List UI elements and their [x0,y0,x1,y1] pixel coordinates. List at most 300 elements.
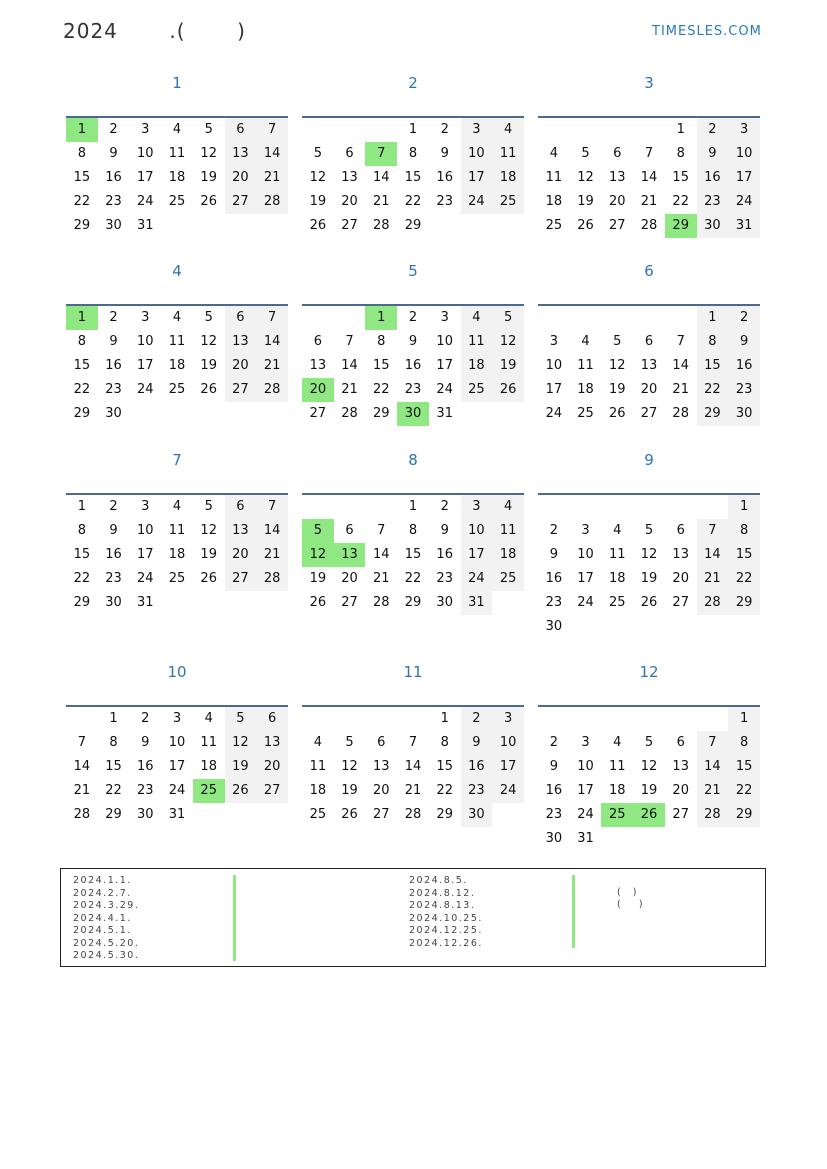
month-11 [302,659,524,822]
day-cell: 17 [436,358,453,373]
day-cell: 29 [728,591,760,615]
day-cell: 21 [341,382,358,397]
month-grid [302,304,524,426]
day-cell: 9 [440,523,449,538]
day-cell: 2 [549,523,558,538]
day-cell: 12 [492,330,524,354]
day-cell: 13 [256,731,288,755]
day-cell: 30 [105,218,122,233]
holiday-day-cell: 20 [302,378,334,402]
day-cell: 2 [408,310,418,325]
day-cell: 19 [609,382,626,397]
day-cell: 4 [492,118,524,142]
day-cell: 8 [408,523,418,538]
empty-cell [601,306,633,330]
day-cell: 4 [581,334,590,349]
day-cell: 3 [440,310,449,325]
month-title: 3 [644,74,654,92]
day-cell: 28 [697,591,729,615]
day-cell: 26 [309,218,327,233]
day-cell: 15 [436,759,453,774]
day-cell: 24 [577,807,594,822]
day-cell: 6 [225,306,257,330]
day-cell: 18 [168,547,186,562]
day-cell: 19 [577,194,594,209]
day-cell: 19 [200,170,217,185]
day-cell: 13 [225,330,257,354]
day-cell: 6 [225,495,257,519]
month-8 [302,447,524,610]
day-cell: 11 [492,519,524,543]
day-cell: 24 [577,595,594,610]
holiday-date: 2024.4.1. [73,912,132,924]
empty-cell [570,495,602,519]
day-cell: 23 [461,779,493,803]
day-cell: 10 [436,334,453,349]
month-grid [302,116,524,238]
day-cell: 31 [168,807,186,822]
day-cell: 20 [225,354,257,378]
day-cell: 25 [577,406,594,421]
day-cell: 14 [256,519,288,543]
day-cell: 2 [109,122,118,137]
day-cell: 8 [728,731,760,755]
day-cell: 2 [461,707,493,731]
day-cell: 22 [728,567,760,591]
day-cell: 9 [109,146,118,161]
day-cell: 1 [728,707,760,731]
day-cell: 9 [549,759,558,774]
day-cell: 26 [640,595,658,610]
day-cell: 14 [256,330,288,354]
day-cell: 25 [492,567,524,591]
day-cell: 10 [461,142,493,166]
day-cell: 20 [373,783,390,798]
holiday-day-cell: 26 [633,803,665,827]
day-cell: 3 [581,523,590,538]
holiday-day-cell: 1 [66,306,98,330]
day-cell: 6 [313,334,322,349]
month-grid [538,304,760,426]
holiday-date: 2024.5.30. [73,950,140,961]
day-cell: 22 [404,571,422,586]
day-cell: 19 [640,783,658,798]
day-cell: 4 [172,310,182,325]
month-grid [66,705,288,827]
day-cell: 22 [672,194,689,209]
day-cell: 11 [577,358,594,373]
day-cell: 2 [549,735,558,750]
day-cell: 23 [105,571,122,586]
day-cell: 25 [461,378,493,402]
day-cell: 9 [461,731,493,755]
day-cell: 14 [697,543,729,567]
day-cell: 18 [309,783,327,798]
holiday-day-cell: 30 [397,402,429,426]
day-cell: 10 [137,523,154,538]
month-6 [538,258,760,421]
day-cell: 2 [728,306,760,330]
empty-cell [334,306,366,330]
empty-cell [570,118,602,142]
day-cell: 24 [436,382,453,397]
day-cell: 24 [137,382,154,397]
day-cell: 31 [728,214,760,238]
day-cell: 25 [545,218,563,233]
day-cell: 30 [137,807,154,822]
day-cell: 1 [408,499,418,514]
day-cell: 5 [345,735,354,750]
month-7 [66,447,288,610]
day-cell: 22 [436,783,453,798]
day-cell: 31 [436,406,453,421]
day-cell: 21 [256,543,288,567]
month-title: 6 [644,262,654,280]
day-cell: 26 [577,218,594,233]
day-cell: 9 [141,735,150,750]
empty-cell [538,495,570,519]
holiday-date: 2024.2.7. [73,887,132,899]
month-5 [302,258,524,421]
day-cell: 13 [341,170,358,185]
day-cell: 12 [200,523,217,538]
month-grid [66,116,288,238]
holiday-day-cell: 29 [665,214,697,238]
day-cell: 16 [404,358,422,373]
holiday-day-cell: 5 [302,519,334,543]
empty-cell [334,495,366,519]
day-cell: 21 [256,354,288,378]
holiday-date: 2024.1.1. [73,875,132,886]
day-cell: 17 [137,170,154,185]
day-cell: 14 [697,755,729,779]
day-cell: 3 [461,118,493,142]
day-cell: 5 [313,146,322,161]
holiday-list-left [73,875,139,963]
day-cell: 6 [345,146,354,161]
day-cell: 30 [105,406,122,421]
day-cell: 17 [492,755,524,779]
day-cell: 10 [545,358,563,373]
day-cell: 6 [225,118,257,142]
day-cell: 3 [461,495,493,519]
day-cell: 24 [137,571,154,586]
day-cell: 29 [436,807,453,822]
day-cell: 9 [549,547,558,562]
day-cell: 15 [73,547,91,562]
month-title: 5 [408,262,418,280]
holiday-list-right [409,875,483,950]
day-cell: 10 [728,142,760,166]
day-cell: 21 [697,779,729,803]
month-grid [538,116,760,238]
day-cell: 7 [697,731,729,755]
month-title: 4 [172,262,182,280]
day-cell: 27 [672,807,689,822]
empty-cell [365,118,397,142]
day-cell: 2 [440,122,449,137]
day-cell: 23 [105,382,122,397]
empty-cell [538,707,570,731]
day-cell: 14 [672,358,689,373]
holiday-date: 2024.3.29. [73,900,140,911]
day-cell: 17 [137,547,154,562]
day-cell: 19 [341,783,358,798]
month-12 [538,659,760,846]
day-cell: 22 [728,779,760,803]
day-cell: 8 [77,523,86,538]
day-cell: 30 [728,402,760,426]
day-cell: 3 [492,707,524,731]
empty-cell [633,118,665,142]
day-cell: 13 [225,519,257,543]
empty-cell [570,306,602,330]
day-cell: 28 [341,406,358,421]
holiday-day-cell: 13 [334,543,366,567]
day-cell: 11 [168,334,186,349]
day-cell: 29 [404,595,422,610]
day-cell: 24 [137,194,154,209]
day-cell: 23 [545,595,563,610]
day-cell: 15 [728,755,760,779]
day-cell: 9 [408,334,418,349]
day-cell: 4 [613,523,622,538]
day-cell: 4 [172,122,182,137]
day-cell: 23 [697,190,729,214]
month-grid [538,493,760,639]
month-grid [538,705,760,851]
day-cell: 11 [545,170,563,185]
day-cell: 22 [73,382,91,397]
day-cell: 26 [341,807,358,822]
empty-cell [302,707,334,731]
day-cell: 5 [644,523,654,538]
holiday-day-cell: 25 [601,803,633,827]
month-grid [66,493,288,615]
day-cell: 7 [256,118,288,142]
day-cell: 15 [105,759,122,774]
day-cell: 28 [73,807,91,822]
day-cell: 4 [461,306,493,330]
day-cell: 14 [256,142,288,166]
day-cell: 1 [109,711,118,726]
day-cell: 22 [73,571,91,586]
empty-cell [633,306,665,330]
day-cell: 15 [73,170,91,185]
month-grid [66,304,288,426]
day-cell: 9 [728,330,760,354]
day-cell: 15 [728,543,760,567]
day-cell: 2 [109,499,118,514]
day-cell: 18 [492,543,524,567]
day-cell: 29 [73,218,91,233]
day-cell: 15 [404,170,422,185]
day-cell: 5 [204,310,213,325]
day-cell: 16 [105,547,122,562]
day-cell: 16 [697,166,729,190]
day-cell: 28 [672,406,689,421]
day-cell: 10 [137,146,154,161]
day-cell: 24 [545,406,563,421]
empty-cell [601,707,633,731]
day-cell: 16 [105,170,122,185]
day-cell: 28 [404,807,422,822]
day-cell: 29 [404,218,422,233]
day-cell: 13 [672,547,689,562]
day-cell: 3 [549,334,558,349]
month-title: 7 [172,451,182,469]
day-cell: 25 [609,595,626,610]
day-cell: 10 [577,759,594,774]
day-cell: 31 [577,831,594,846]
holiday-legend [60,868,766,967]
day-cell: 27 [609,218,626,233]
day-cell: 6 [676,523,685,538]
day-cell: 20 [609,194,626,209]
day-cell: 20 [672,783,689,798]
day-cell: 21 [73,783,91,798]
day-cell: 16 [105,358,122,373]
month-10 [66,659,288,822]
empty-cell [334,707,366,731]
holiday-date: 2024.8.12. [409,887,476,899]
day-cell: 10 [577,547,594,562]
day-cell: 27 [341,595,358,610]
day-cell: 30 [545,619,563,634]
day-cell: 27 [225,190,257,214]
month-4 [66,258,288,421]
day-cell: 13 [609,170,626,185]
day-cell: 28 [697,803,729,827]
day-cell: 28 [373,595,390,610]
day-cell: 16 [545,571,563,586]
legend-note-1: ( ) [617,887,637,898]
day-cell: 2 [697,118,729,142]
day-cell: 24 [492,779,524,803]
day-cell: 23 [105,194,122,209]
day-cell: 2 [440,499,449,514]
day-cell: 17 [137,358,154,373]
empty-cell [365,707,397,731]
day-cell: 25 [168,194,186,209]
day-cell: 9 [440,146,449,161]
day-cell: 26 [225,779,257,803]
month-9 [538,447,760,634]
month-title: 2 [408,74,418,92]
day-cell: 20 [256,755,288,779]
day-cell: 21 [404,783,422,798]
day-cell: 1 [440,711,449,726]
day-cell: 18 [168,170,186,185]
empty-cell [365,495,397,519]
holiday-date: 2024.8.5. [409,875,468,886]
holiday-date: 2024.5.1. [73,925,132,936]
month-title: 12 [639,663,659,681]
day-cell: 15 [697,354,729,378]
day-cell: 26 [200,571,217,586]
day-cell: 2 [109,310,118,325]
day-cell: 11 [168,146,186,161]
legend-note-2: ( ) [617,899,643,910]
day-cell: 11 [200,735,217,750]
day-cell: 8 [728,519,760,543]
day-cell: 5 [581,146,590,161]
day-cell: 30 [436,595,453,610]
day-cell: 12 [225,731,257,755]
day-cell: 31 [137,595,154,610]
day-cell: 6 [644,334,654,349]
day-cell: 3 [728,118,760,142]
empty-cell [665,495,697,519]
day-cell: 19 [200,358,217,373]
day-cell: 26 [200,382,217,397]
day-cell: 3 [141,122,150,137]
day-cell: 22 [73,194,91,209]
day-cell: 16 [728,354,760,378]
day-cell: 4 [172,499,182,514]
day-cell: 16 [461,755,493,779]
day-cell: 25 [168,571,186,586]
holiday-day-cell: 25 [193,779,225,803]
day-cell: 29 [105,807,122,822]
day-cell: 8 [697,330,729,354]
day-cell: 29 [373,406,390,421]
day-cell: 13 [373,759,390,774]
day-cell: 9 [109,523,118,538]
day-cell: 25 [492,190,524,214]
empty-cell [538,118,570,142]
day-cell: 27 [309,406,327,421]
day-cell: 16 [436,547,453,562]
day-cell: 9 [109,334,118,349]
holiday-day-cell: 7 [365,142,397,166]
holiday-day-cell: 1 [365,306,397,330]
empty-cell [633,495,665,519]
day-cell: 8 [77,334,86,349]
day-cell: 3 [581,735,590,750]
brand-logo[interactable]: TIMESLES.COM [652,24,762,39]
day-cell: 31 [461,591,493,615]
page-title: 2024 .( ) [63,19,246,43]
empty-cell [66,707,98,731]
day-cell: 5 [225,707,257,731]
empty-cell [334,118,366,142]
day-cell: 19 [225,755,257,779]
month-2 [302,70,524,233]
day-cell: 30 [461,803,493,827]
day-cell: 16 [545,783,563,798]
day-cell: 20 [341,194,358,209]
day-cell: 19 [200,547,217,562]
day-cell: 16 [436,170,453,185]
day-cell: 17 [461,166,493,190]
day-cell: 18 [461,354,493,378]
day-cell: 7 [77,735,86,750]
day-cell: 21 [672,382,689,397]
month-title: 1 [172,74,182,92]
day-cell: 11 [168,523,186,538]
day-cell: 7 [345,334,354,349]
day-cell: 25 [168,382,186,397]
day-cell: 29 [73,406,91,421]
holiday-date: 2024.12.25. [409,925,483,936]
day-cell: 7 [256,306,288,330]
day-cell: 11 [609,759,626,774]
day-cell: 28 [373,218,390,233]
day-cell: 8 [676,146,685,161]
day-cell: 1 [676,122,685,137]
day-cell: 19 [309,571,327,586]
